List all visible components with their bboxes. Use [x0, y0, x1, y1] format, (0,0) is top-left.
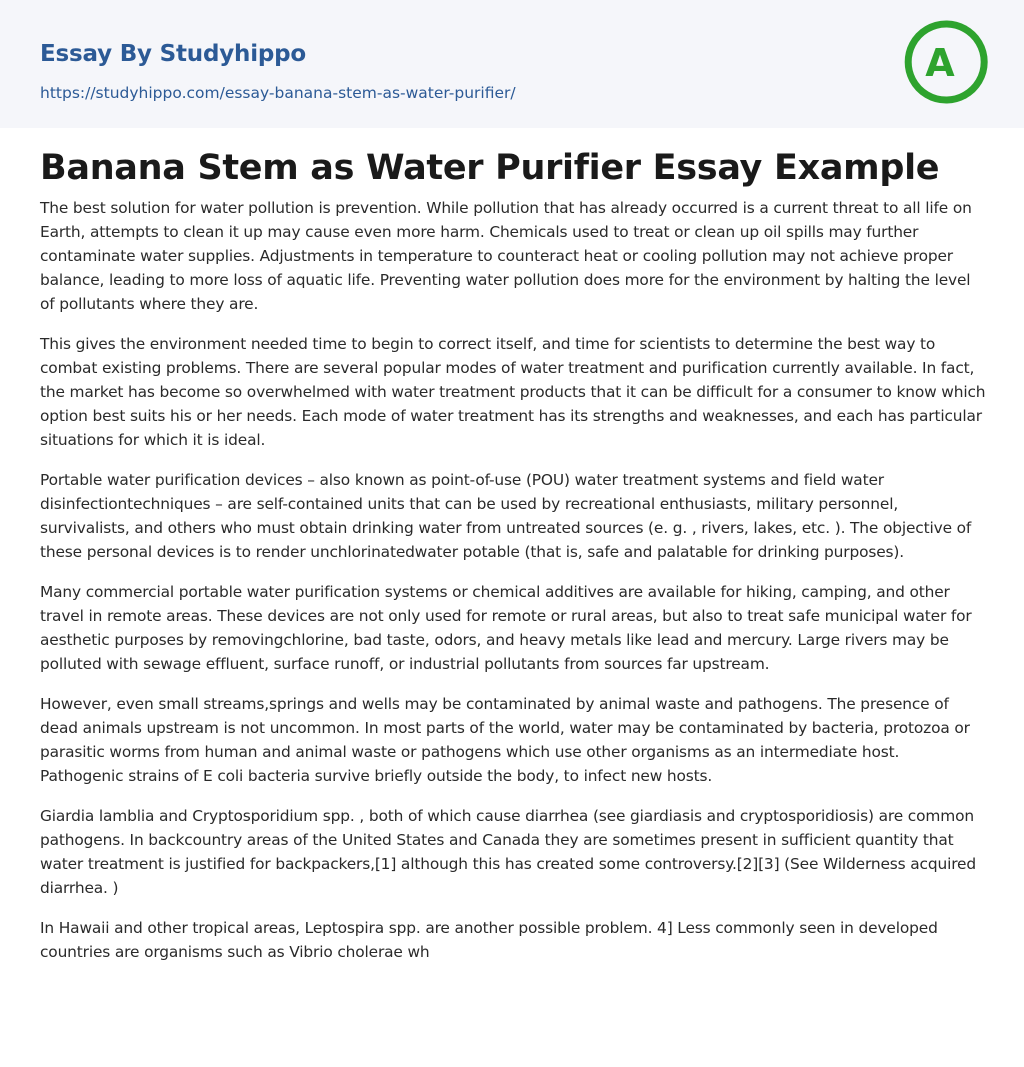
article-paragraph: This gives the environment needed time to begin to correct itself, and time for scientists to determine the best way to combat existing problems. There are several popular modes of water treatment and purification currently available. In fact, the market has become so overwhelmed with water treatment products that it can be difficult for a consumer to know which option best suits his or her needs. Each mode of water treatment has its strengths and weaknesses, and each has particular situations for which it is ideal. [40, 335, 986, 449]
article-paragraph: Giardia lamblia and Cryptosporidium spp. , both of which cause diarrhea (see giardiasis and cryptosporidiosis) are common pathogens. In backcountry areas of the United States and Canada they are sometimes present in sufficient quantity that water treatment is justified for backpackers,[1] although this has created some controversy.[2][3] (See Wilderness acquired diarrhea. ) [40, 807, 976, 897]
article-paragraph: Many commercial portable water purification systems or chemical additives are available for hiking, camping, and other travel in remote areas. These devices are not only used for remote or rural areas, but also to treat safe municipal water for aesthetic purposes by removingchlorine, bad taste, odors, and heavy metals like lead and mercury. Large rivers may be polluted with sewage effluent, surface runoff, or industrial pollutants from sources far upstream. [40, 583, 972, 673]
studyhippo-logo-icon[interactable] [902, 16, 990, 108]
brand-title[interactable]: Essay By Studyhippo [40, 41, 307, 67]
article-paragraph: However, even small streams,springs and wells may be contaminated by animal waste and pathogens. The presence of dead animals upstream is not uncommon. In most parts of the world, water may be contaminated by bacteria, protozoa or parasitic worms from human and animal waste or pathogens which use other organisms as an intermediate host. Pathogenic strains of E coli bacteria survive briefly outside the body, to infect new hosts. [40, 695, 970, 785]
article-title: Banana Stem as Water Purifier Essay Example [40, 148, 940, 188]
article [40, 146, 986, 980]
article-paragraph: Portable water purification devices – also known as point-of-use (POU) water treatment systems and field water disinfectiontechniques – are self-contained units that can be used by recreational enthusiasts, military personnel, survivalists, and others who must obtain drinking water from untreated sources (e. g. , rivers, lakes, etc. ). The objective of these personal devices is to render unchlorinatedwater potable (that is, safe and palatable for drinking purposes). [40, 471, 972, 561]
article-paragraph: The best solution for water pollution is prevention. While pollution that has already occurred is a current threat to all life on Earth, attempts to clean it up may cause even more harm. Chemicals used to treat or clean up oil spills may further contaminate water supplies. Adjustments in temperature to counteract heat or cooling pollution may not achieve proper balance, leading to more loss of aquatic life. Preventing water pollution does more for the environment by halting the level of pollutants where they are. [40, 199, 972, 313]
article-body [40, 196, 986, 964]
site-header [0, 0, 1024, 128]
source-url-link[interactable]: https://studyhippo.com/essay-banana-stem-as-water-purifier/ [40, 84, 516, 102]
logo-letter: A [925, 41, 955, 85]
article-paragraph: In Hawaii and other tropical areas, Leptospira spp. are another possible problem. 4] Less commonly seen in developed countries are organisms such as Vibrio cholerae wh [40, 919, 938, 961]
